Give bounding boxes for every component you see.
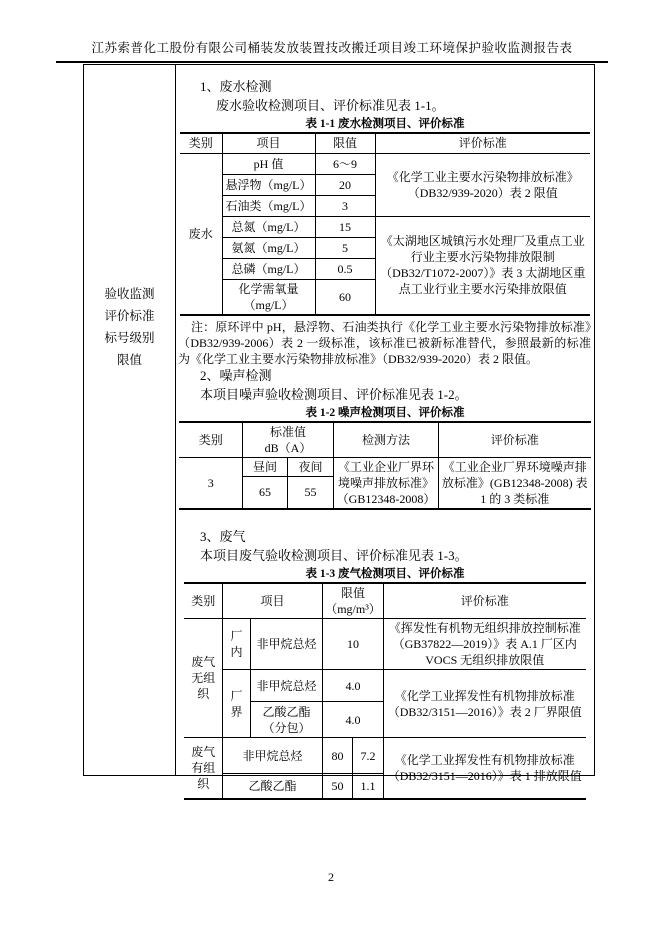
cell-limit: 3 — [315, 195, 375, 216]
header-category: 类别 — [180, 133, 222, 153]
header-item: 项目 — [222, 583, 322, 619]
section-2-heading: 2、噪声检测 — [200, 367, 272, 383]
cell-item: 化学需氧量（mg/L） — [222, 279, 315, 315]
cell-limit: 4.0 — [323, 702, 384, 738]
table-row — [179, 457, 590, 477]
table-1-2-title: 表 1-2 噪声检测项目、评价标准 — [305, 406, 465, 419]
standard-value-line: 标准值 — [269, 424, 306, 439]
table-row — [179, 422, 590, 458]
cell-item: 悬浮物（mg/L） — [222, 174, 315, 195]
cell-category: 废水 — [180, 153, 222, 315]
header-standard: 评价标准 — [384, 583, 586, 619]
section-1-intro: 废水验收检测项目、评价标准见表 1-1。 — [216, 98, 445, 113]
cell-limit: 20 — [315, 174, 375, 195]
section-1-heading: 1、废水检测 — [200, 79, 272, 94]
header-category: 类别 — [179, 422, 242, 458]
cell-limit-b: 7.2 — [353, 738, 384, 774]
header-limit: 限值 — [315, 133, 375, 153]
cell-limit-b: 1.1 — [353, 774, 384, 799]
cell-location-boundary: 厂界 — [222, 670, 250, 738]
section-2-intro: 本项目噪声验收检测项目、评价标准见表 1-2。 — [200, 386, 468, 402]
header-standard: 评价标准 — [375, 133, 590, 153]
cell-category-organized: 废气有组织 — [184, 738, 222, 799]
table-row — [180, 216, 590, 237]
sidebar-label-line: 限值 — [116, 353, 142, 367]
page-number: 2 — [328, 870, 334, 884]
sidebar-label-line: 标号级别 — [104, 331, 155, 345]
table-1-3-title: 表 1-3 废气检测项目、评价标准 — [305, 567, 465, 580]
table-row — [184, 670, 585, 702]
limit-header-line: 限值 — [341, 585, 366, 600]
page-header-title: 江苏索普化工股份有限公司桶装发放装置技改搬迁项目竣工环境保护验收监测报告表 — [56, 38, 608, 63]
content-area — [176, 65, 594, 793]
section-3-intro: 本项目废气验收检测项目、评价标准见表 1-3。 — [200, 547, 468, 563]
cell-limit: 6～9 — [315, 153, 375, 174]
header-method: 检测方法 — [334, 422, 439, 458]
table-row — [184, 738, 585, 774]
cell-category-unorganized: 废气无组织 — [184, 619, 222, 738]
cell-standard: 《化学工业挥发性有机物排放标准（DB32/3151—2016）》表 1 排放限值 — [384, 738, 586, 799]
table-1-1-title: 表 1-1 废水检测项目、评价标准 — [305, 118, 465, 130]
section-3-heading: 3、废气 — [200, 528, 246, 544]
cell-item: pH 值 — [222, 153, 315, 174]
cell-limit: 15 — [315, 216, 375, 237]
cell-day-value: 65 — [242, 477, 287, 509]
sidebar-label-line: 验收监测 — [104, 287, 155, 301]
table-1-3 — [184, 582, 585, 800]
table-1-1-note: 注：原环评中 pH，悬浮物、石油类执行《化学工业主要水污染物排放标准》（DB32/939-2006）表 2 一级标准，该标准已被新标准替代，参照最新的标准为《化学工业主要水污染物排放标准》（DB32/939-2020）表 2 限值。 — [178, 319, 591, 366]
cell-item: 石油类（mg/L） — [222, 195, 315, 216]
cell-limit: 10 — [323, 619, 384, 670]
sidebar-label — [84, 283, 175, 371]
limit-header-line: （mg/m³） — [325, 601, 381, 616]
cell-limit: 5 — [315, 237, 375, 258]
header-standard: 评价标准 — [439, 422, 591, 458]
cell-item: 非甲烷总烃 — [250, 670, 322, 702]
cell-standard: 《化学工业挥发性有机物排放标准（DB32/3151—2016）》表 2 厂界限值 — [384, 670, 586, 738]
cell-item: 乙酸乙酯（分包） — [250, 702, 322, 738]
cell-item: 总氮（mg/L） — [222, 216, 315, 237]
header-standard-value — [242, 422, 333, 458]
table-row — [180, 153, 590, 174]
cell-item: 总磷（mg/L） — [222, 258, 315, 279]
cell-day-label: 昼间 — [242, 457, 287, 477]
header-limit — [323, 583, 384, 619]
table-row — [180, 133, 590, 153]
cell-limit-a: 80 — [323, 738, 353, 774]
table-1-1 — [180, 132, 590, 316]
cell-limit: 0.5 — [315, 258, 375, 279]
cell-limit: 4.0 — [323, 670, 384, 702]
table-row — [184, 583, 585, 619]
cell-standard: 《工业企业厂界环境噪声排放标准》(GB12348-2008) 表 1 的 3 类标准 — [439, 457, 591, 509]
cell-item: 非甲烷总烃 — [250, 619, 322, 670]
cell-limit: 60 — [315, 279, 375, 315]
cell-night-value: 55 — [287, 477, 333, 509]
cell-location-in: 厂内 — [222, 619, 250, 670]
header-item: 项目 — [222, 133, 315, 153]
table-row — [184, 619, 585, 670]
cell-category: 3 — [179, 457, 242, 509]
cell-item: 非甲烷总烃 — [222, 738, 322, 774]
sidebar-cell — [84, 65, 176, 775]
cell-method: 《工业企业厂界环境噪声排放标准》（GB12348-2008） — [334, 457, 439, 509]
cell-limit-a: 50 — [323, 774, 353, 799]
cell-standard: 《化学工业主要水污染物排放标准》（DB32/939-2020）表 2 限值 — [375, 153, 590, 216]
cell-night-label: 夜间 — [287, 457, 333, 477]
header-category: 类别 — [184, 583, 222, 619]
cell-item: 乙酸乙酯 — [222, 774, 322, 799]
cell-standard: 《太湖地区城镇污水处理厂及重点工业行业主要水污染物排放限制（DB32/T1072-2007）》表 3 太湖地区重点工业行业主要水污染排放限值 — [375, 216, 590, 315]
document-frame — [83, 64, 595, 793]
table-1-2 — [179, 421, 590, 510]
sidebar-label-line: 评价标准 — [104, 309, 155, 323]
standard-value-line: dB（A） — [264, 440, 312, 455]
cell-item: 氨氮（mg/L） — [222, 237, 315, 258]
cell-standard: 《挥发性有机物无组织排放控制标准（GB37822—2019）》表 A.1 厂区内 VOCS 无组织排放限值 — [384, 619, 586, 670]
